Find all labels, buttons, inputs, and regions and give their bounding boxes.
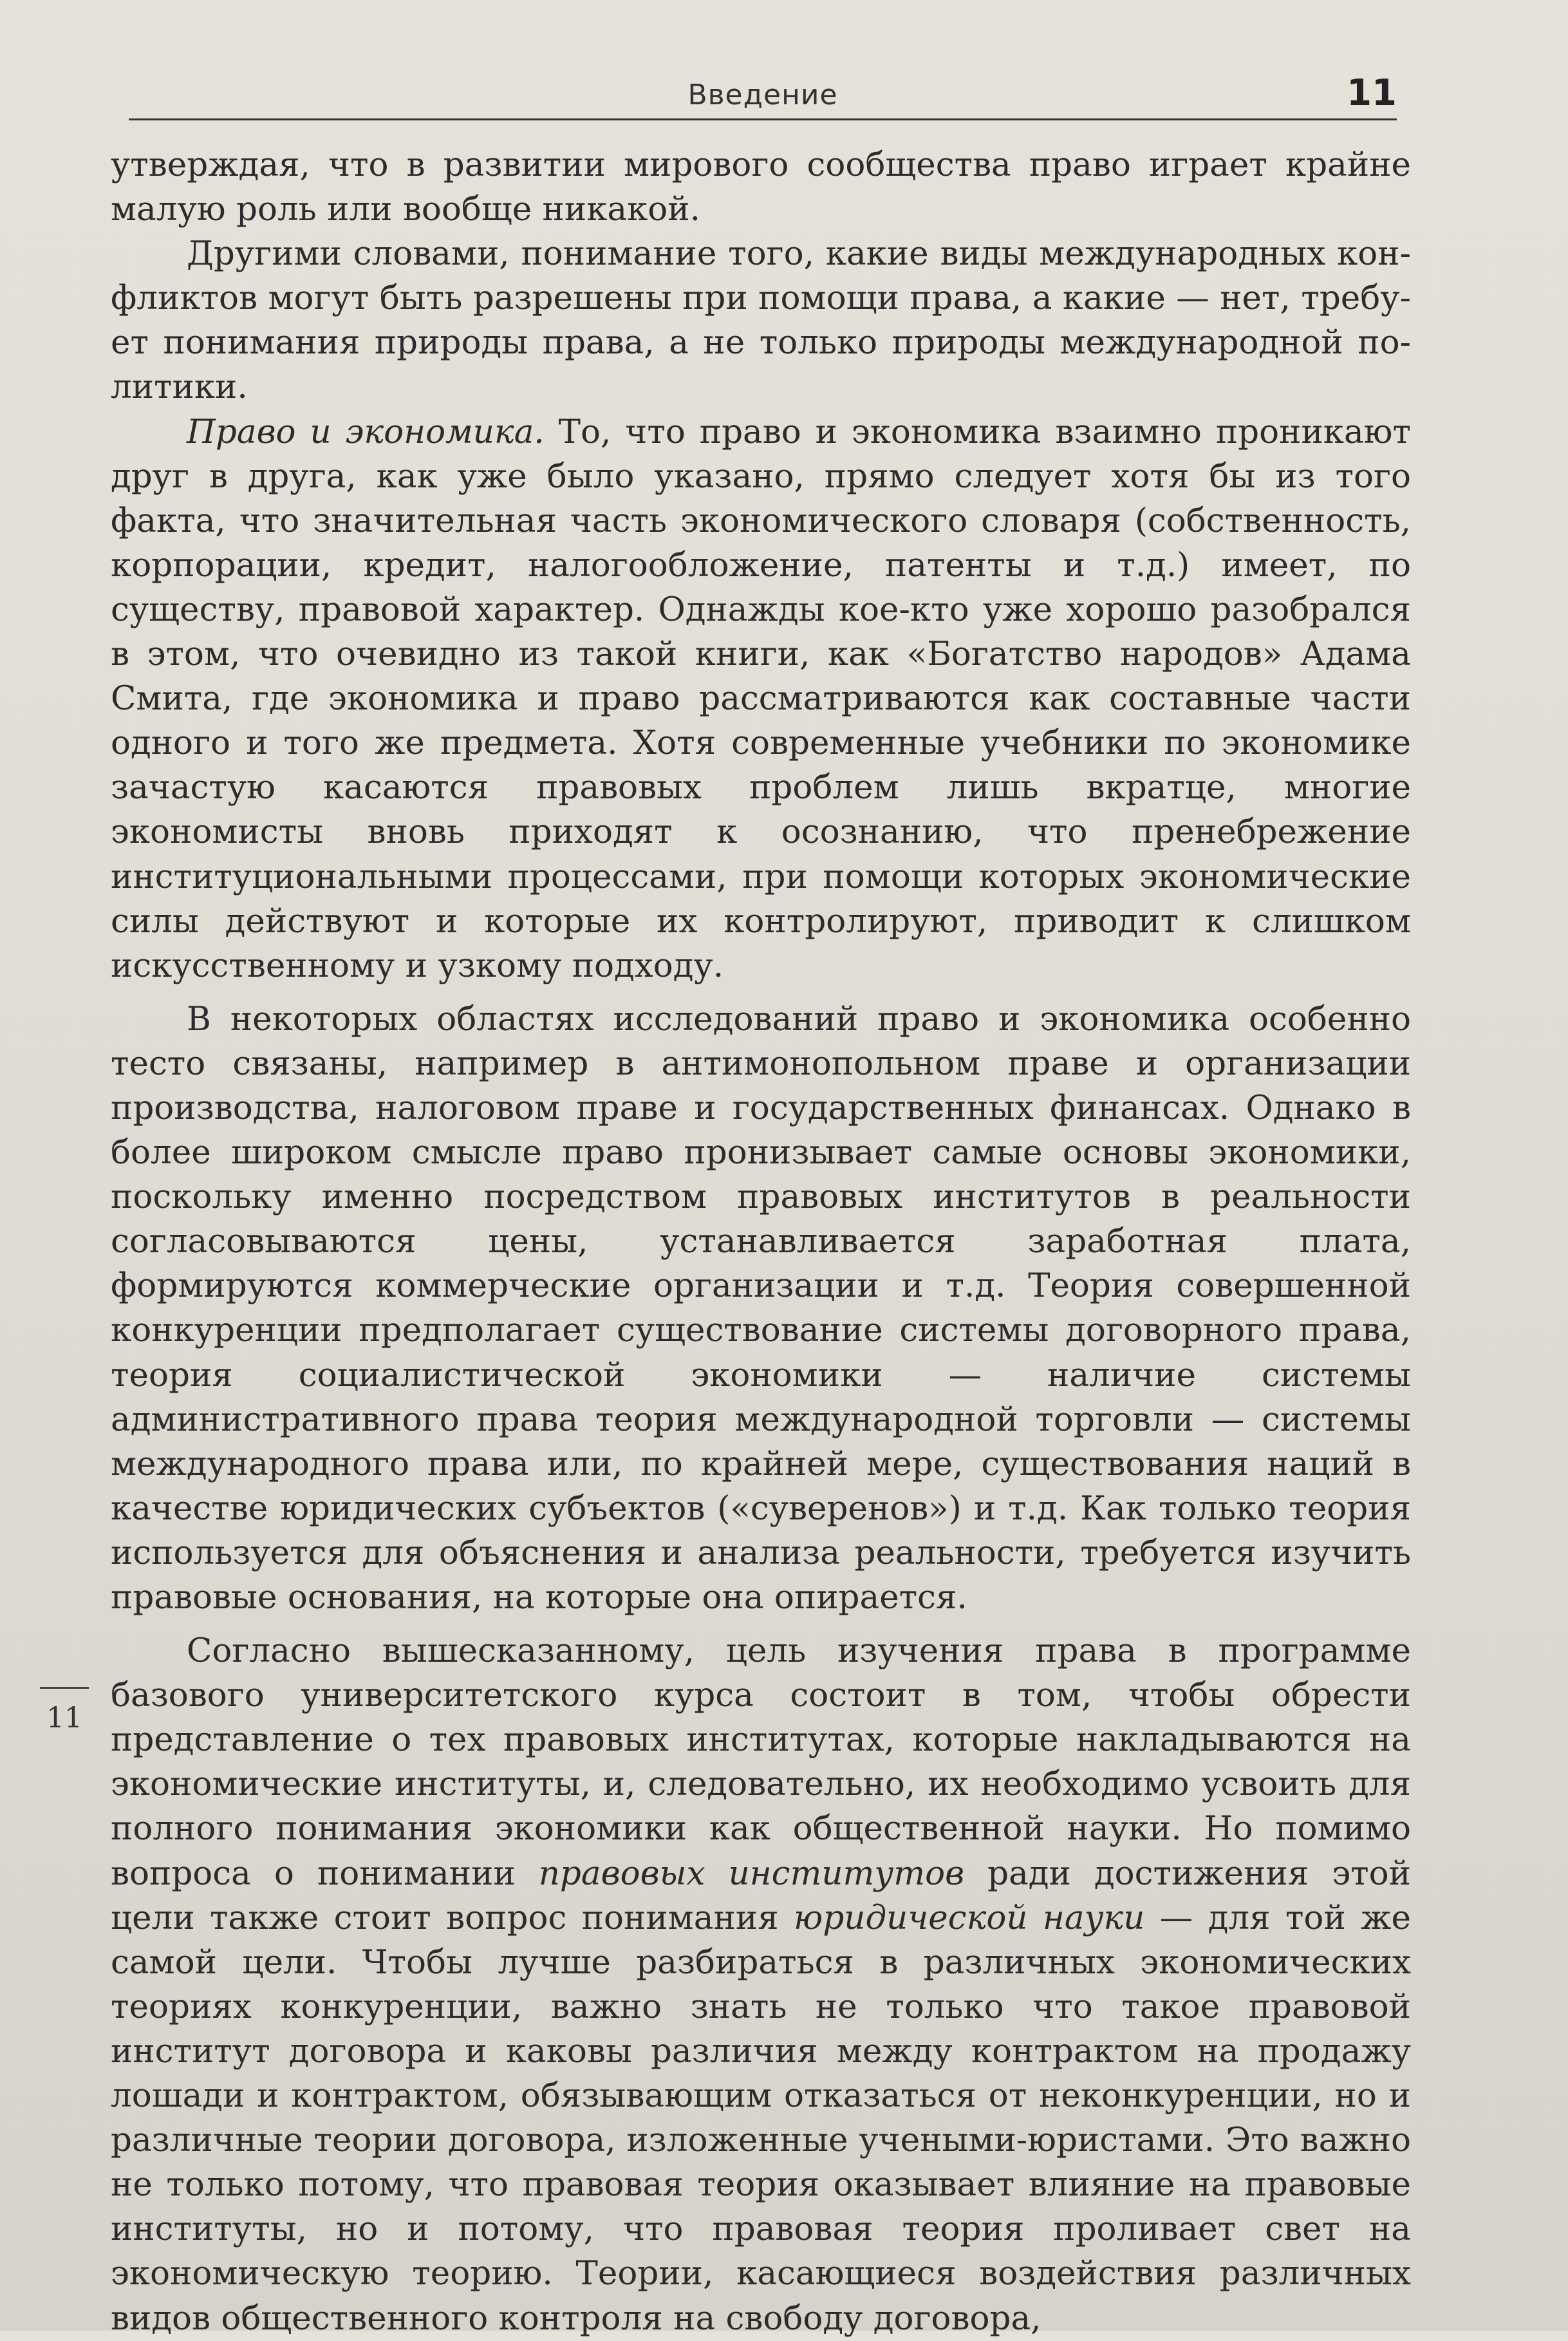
paragraph: В некоторых областях исследований право и экономика особенно тесто связаны, например в антимонопольном праве и организации производства, налоговом праве и государственных финансах. Однако в более широком смысле право пронизывает самые основы экономики, поскольку именно посредством правовых институтов в реальности согласовываются цены, устанавливается заработная плата, формируются коммерческие организации и т.д. Теория совершенной конкуренции предполагает существование системы договорного права, теория социалистической экономики — наличие системы административного права теория международной торговли — системы международного права или, по крайней мере, существования наций в качестве юридических субъектов («суверенов») и т.д. Как только теория используется для объяснения и анализа реальности, требуется изучить правовые основания, на которые она опирается. (111, 999, 1411, 1617)
running-header (129, 71, 1397, 129)
paragraph-text: Согласно вышесказанному, цель изучения права в программе базового университетского курса состоит в том, чтобы обрести представление о тех правовых институтах, которые накладываются на экономические институты, и, следовательно, их необходимо усвоить для полного понимания экономики как общественной науки. Но помимо вопроса о понимании (111, 1631, 1411, 1893)
section-lead-heading: Право и экономика. (187, 412, 545, 451)
paragraph-law-and-economics (111, 410, 1411, 988)
paragraph-text: — для той же самой цели. Чтобы лучше разбираться в различных экономических теориях конкуренции, важно знать не только что такое правовой институт договора и каковы различия между контрактом на продажу лошади и контрактом, обязывающим отказаться от неконкуренции, но и различные теории договора, изложенные учеными-юристами. Это важно не только потому, что правовая теория оказывает влияние на правовые институты, но и потому, что правовая теория проливает свет на экономическую теорию. Теории, касающиеся воздействия различных видов общественного контроля на свободу договора, (111, 1898, 1412, 2338)
margin-marker (40, 1687, 89, 1735)
paragraph-text: То, что право и экономика взаимно проникают друг в друга, как уже было указано, прямо следует хотя бы из того факта, что значительная часть экономического словаря (собственность, корпорации, кредит, налогообложение, патенты и т.д.) имеет, по существу, правовой характер. Однажды кое-кто уже хорошо разобрался в этом, что очевидно из такой книги, как «Богатство народов» Адама Смита, где экономика и право рассматриваются как составные части одного и того же предмета. Хотя современные учебники по экономике зачастую касаются правовых проблем лишь вкратце, многие экономисты вновь приходят к осознанию, что пренебрежение институциональными процессами, при помощи которых экономические силы действуют и которые их контролируют, приводит к слишком искусственному и узкому подходу. (111, 412, 1411, 985)
paragraph-text: ради достижения этой цели также стоит вопрос понимания (111, 1854, 1411, 1937)
paragraph: Другими словами, понимание того, какие виды международных конфликтов могут быть разрешены при помощи права, а какие — нет, требует понимания природы права, а не только природы международной политики. (111, 234, 1411, 407)
paragraph (111, 1629, 1411, 2341)
header-rule (129, 118, 1397, 120)
paragraph-continuation: утверждая, что в развитии мирового сообщества право играет крайне малую роль или вообще никакой. (111, 146, 1411, 229)
running-title: Введение (687, 79, 838, 111)
margin-number: 11 (46, 1702, 82, 1735)
margin-rule (40, 1687, 89, 1689)
page-number: 11 (1347, 72, 1397, 114)
body-text (111, 143, 1411, 2341)
emphasis-text: правовых институтов (538, 1854, 965, 1893)
emphasis-text: юридической науки (793, 1898, 1145, 1937)
